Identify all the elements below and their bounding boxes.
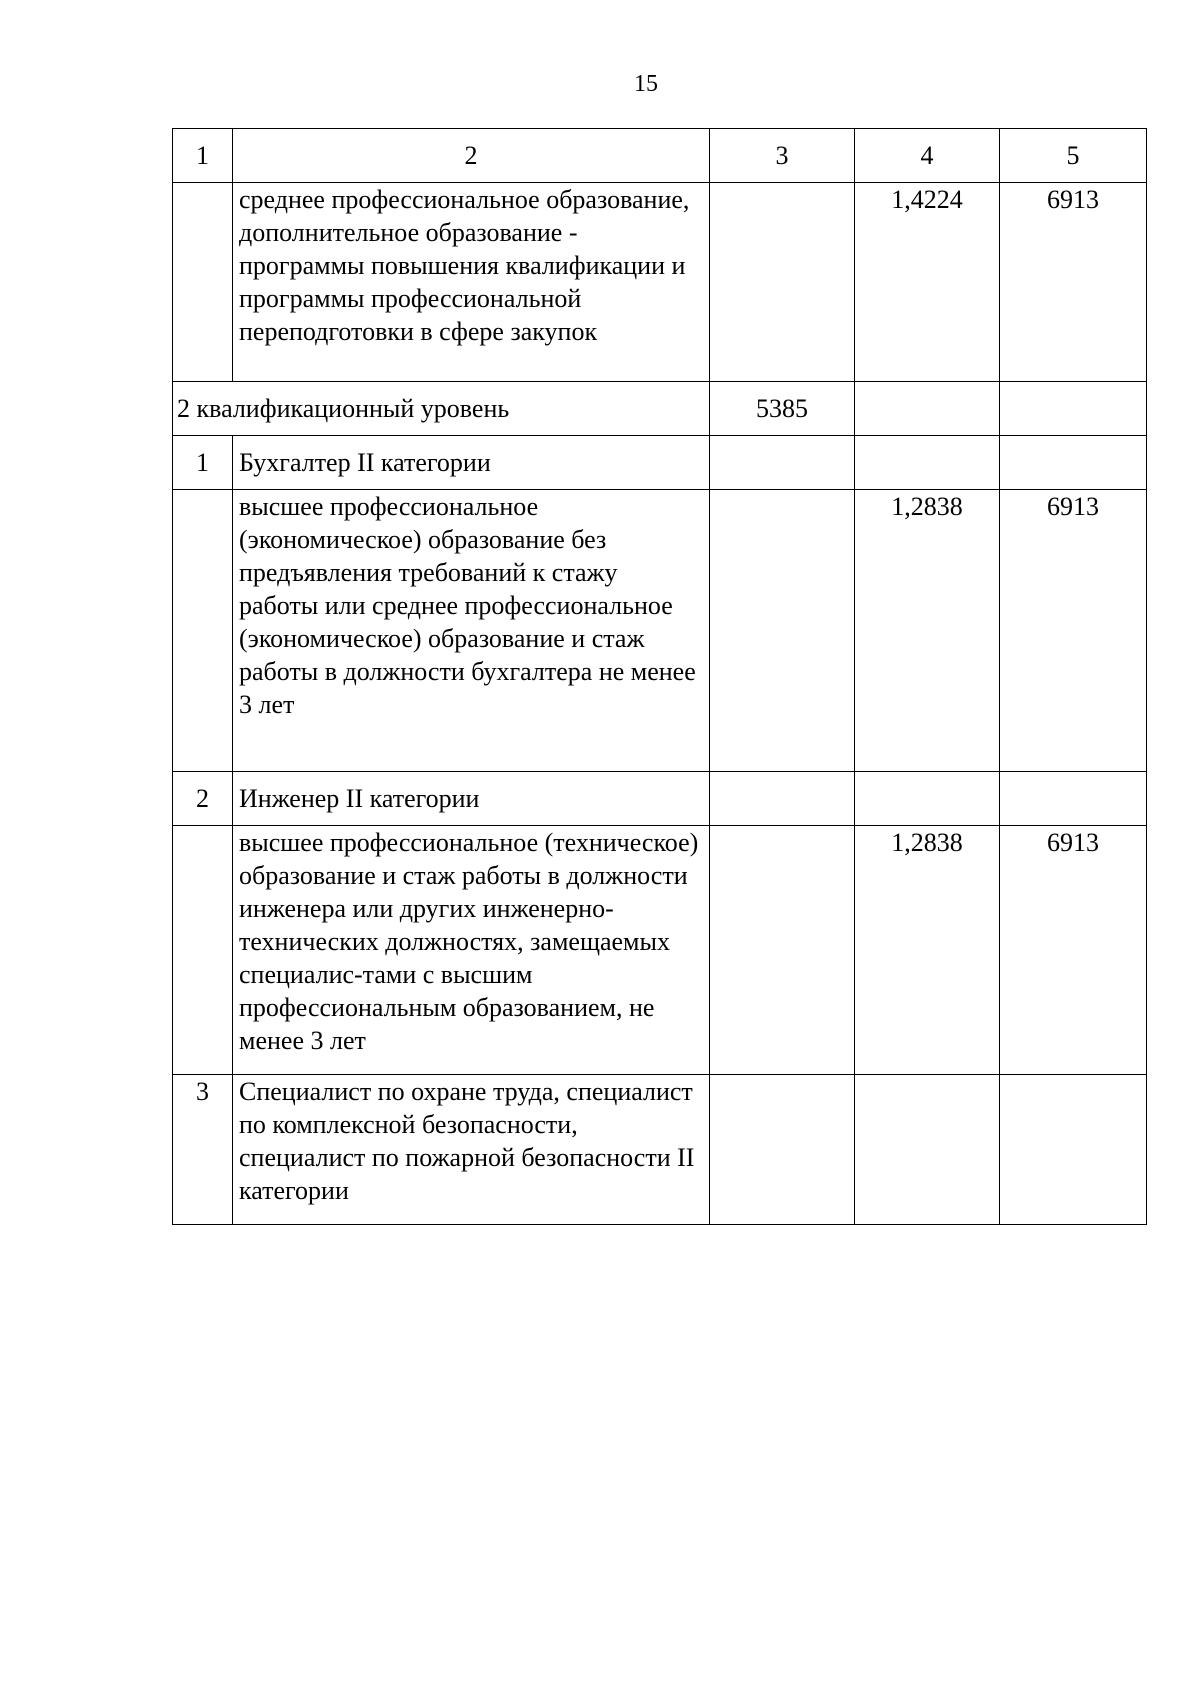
row-col4: [855, 1075, 1000, 1225]
header-cell-3: 3: [710, 129, 855, 183]
row-col3: [710, 436, 855, 490]
row-col5: 6913: [1000, 183, 1147, 382]
row-col5: [1000, 1075, 1147, 1225]
row-col5: 6913: [1000, 826, 1147, 1075]
table-header-row: [173, 129, 1147, 183]
row-col3: [710, 1075, 855, 1225]
table-row: [173, 772, 1147, 826]
qualification-level-salary: 5385: [710, 382, 855, 436]
row-number: [173, 183, 233, 382]
header-cell-2: 2: [233, 129, 710, 183]
row-col4: [855, 382, 1000, 436]
header-cell-1: 1: [173, 129, 233, 183]
row-col3: [710, 183, 855, 382]
table-row: [173, 490, 1147, 772]
row-number: 3: [173, 1075, 233, 1225]
position-title: Специалист по охране труда, специалист по комплексной безопасности, специалист по пожарной безопасности II категории: [233, 1075, 710, 1225]
table-row: [173, 382, 1147, 436]
row-coefficient: 1,2838: [855, 826, 1000, 1075]
header-cell-5: 5: [1000, 129, 1147, 183]
row-number: 1: [173, 436, 233, 490]
table-row: [173, 436, 1147, 490]
row-number: 2: [173, 772, 233, 826]
table-row: [173, 826, 1147, 1075]
row-col3: [710, 826, 855, 1075]
header-cell-4: 4: [855, 129, 1000, 183]
row-description: высшее профессиональное (экономическое) образование без предъявления требований к стажу работы или среднее профессиональное (экономическое) образование и стаж работы в должности бухгалтера не менее 3 лет: [233, 490, 710, 772]
position-title: Бухгалтер II категории: [233, 436, 710, 490]
row-coefficient: 1,4224: [855, 183, 1000, 382]
row-col3: [710, 490, 855, 772]
row-col5: 6913: [1000, 490, 1147, 772]
table-row: [173, 183, 1147, 382]
row-col5: [1000, 382, 1147, 436]
qualification-level-label: 2 квалификационный уровень: [173, 382, 710, 436]
row-number: [173, 490, 233, 772]
position-title: Инженер II категории: [233, 772, 710, 826]
row-col5: [1000, 772, 1147, 826]
row-col5: [1000, 436, 1147, 490]
row-description: высшее профессиональное (техническое) образование и стаж работы в должности инженера или других инженерно-технических должностях, замещаемых специалис-тами с высшим профессиональным образованием, не менее 3 лет: [233, 826, 710, 1075]
row-number: [173, 826, 233, 1075]
page-number: 15: [634, 71, 658, 97]
row-col4: [855, 436, 1000, 490]
row-description: среднее профессиональное образование, дополнительное образование - программы повышения квалификации и программы профессиональной переподготовки в сфере закупок: [233, 183, 710, 382]
qualification-table: [172, 128, 1147, 1225]
row-col3: [710, 772, 855, 826]
row-col4: [855, 772, 1000, 826]
table-row: [173, 1075, 1147, 1225]
row-coefficient: 1,2838: [855, 490, 1000, 772]
